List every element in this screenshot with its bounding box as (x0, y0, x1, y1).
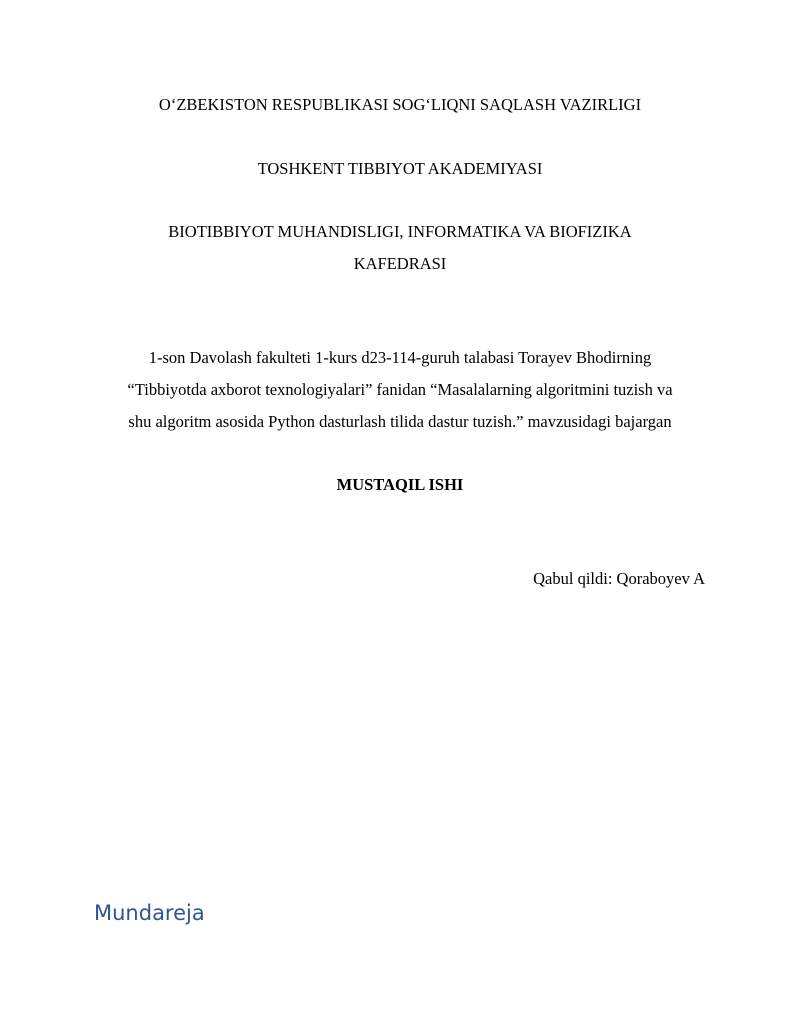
accepted-by: Qabul qildi: Qoraboyev A (533, 569, 705, 588)
work-title: MUSTAQIL ISHI (336, 475, 464, 494)
department-title-line2: KAFEDRASI (353, 254, 447, 273)
contents-heading: Mundareja (94, 901, 205, 925)
ministry-title: O‘ZBEKISTON RESPUBLIKASI SOG‘LIQNI SAQLASH VAZIRLIGI (158, 95, 642, 114)
academy-title: TOSHKENT TIBBIYOT AKADEMIYASI (257, 159, 543, 178)
description-line2: “Tibbiyotda axborot texnologiyalari” fanidan “Masalalarning algoritmini tuzish va (127, 380, 673, 399)
description-line3: shu algoritm asosida Python dasturlash tilida dastur tuzish.” mavzusidagi bajargan (128, 412, 672, 431)
description-line1: 1-son Davolash fakulteti 1-kurs d23-114-guruh talabasi Torayev Bhodirning (148, 348, 652, 367)
department-title-line1: BIOTIBBIYOT MUHANDISLIGI, INFORMATIKA VA BIOFIZIKA (168, 222, 632, 241)
